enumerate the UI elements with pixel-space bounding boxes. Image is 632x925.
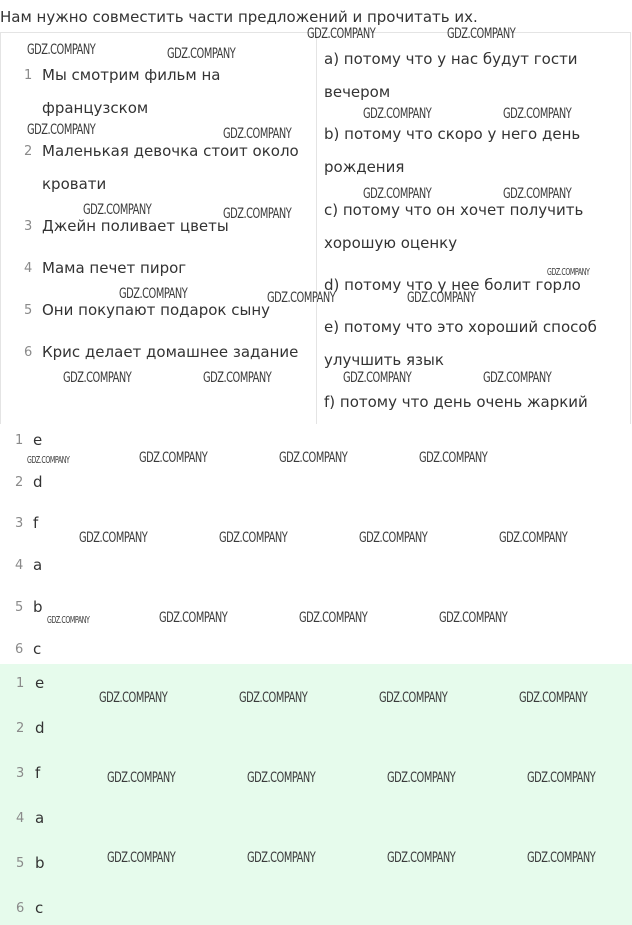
watermark: GDZ.COMPANY — [83, 202, 152, 218]
watermark: GDZ.COMPANY — [239, 690, 308, 706]
watermark: GDZ.COMPANY — [119, 286, 188, 302]
watermark: GDZ.COMPANY — [503, 106, 572, 122]
sentence-ending-cont: вечером — [324, 83, 391, 101]
sentence-number: 5 — [24, 303, 33, 318]
sentence-start: Джейн поливает цветы — [42, 217, 229, 235]
watermark: GDZ.COMPANY — [107, 770, 176, 786]
sentence-start-cont: французском — [42, 99, 149, 117]
answer-number: 5 — [16, 856, 25, 871]
sentence-number: 4 — [24, 261, 33, 276]
watermark: GDZ.COMPANY — [503, 186, 572, 202]
answer-number: 6 — [15, 642, 24, 657]
sentence-ending: d) потому что у нее болит горло — [324, 276, 581, 294]
sentence-ending: f) потому что день очень жаркий — [324, 393, 588, 411]
watermark: GDZ.COMPANY — [219, 530, 288, 546]
sentence-start: Мама печет пирог — [42, 259, 187, 277]
watermark: GDZ.COMPANY — [363, 186, 432, 202]
watermark: GDZ.COMPANY — [359, 530, 428, 546]
watermark: GDZ.COMPANY — [299, 610, 368, 626]
watermark: GDZ.COMPANY — [167, 46, 236, 62]
watermark: GDZ.COMPANY — [247, 850, 316, 866]
watermark: GDZ.COMPANY — [527, 850, 596, 866]
answer-letter: a — [33, 556, 43, 574]
watermark: GDZ.COMPANY — [27, 42, 96, 58]
answer-number: 2 — [16, 721, 25, 736]
sentence-ending: b) потому что скоро у него день — [324, 125, 581, 143]
sentence-number: 1 — [24, 68, 33, 83]
sentence-ending-cont: улучшить язык — [324, 351, 444, 369]
watermark: GDZ.COMPANY — [203, 370, 272, 386]
watermark: GDZ.COMPANY — [483, 370, 552, 386]
sentence-start: Мы смотрим фильм на — [42, 66, 221, 84]
sentence-start-cont: кровати — [42, 175, 107, 193]
watermark: GDZ.COMPANY — [387, 850, 456, 866]
sentence-start: Крис делает домашнее задание — [42, 343, 299, 361]
column-divider — [316, 33, 317, 424]
sentence-number: 6 — [24, 345, 33, 360]
sentence-ending: c) потому что он хочет получить — [324, 201, 584, 219]
answer-number: 3 — [16, 766, 25, 781]
watermark: GDZ.COMPANY — [499, 530, 568, 546]
answer-number: 1 — [16, 676, 25, 691]
answer-number: 5 — [15, 600, 24, 615]
sentence-ending-cont: рождения — [324, 158, 405, 176]
watermark: GDZ.COMPANY — [407, 290, 476, 306]
watermark: GDZ.COMPANY — [267, 290, 336, 306]
watermark: GDZ.COMPANY — [107, 850, 176, 866]
answer-number: 3 — [15, 516, 24, 531]
watermark: GDZ.COMPANY — [47, 615, 90, 626]
answer-letter: f — [33, 514, 39, 532]
watermark: GDZ.COMPANY — [159, 610, 228, 626]
sentence-ending: a) потому что у нас будут гости — [324, 50, 578, 68]
watermark: GDZ.COMPANY — [439, 610, 508, 626]
watermark: GDZ.COMPANY — [447, 26, 516, 42]
watermark: GDZ.COMPANY — [379, 690, 448, 706]
answer-letter: d — [33, 473, 43, 491]
sentence-number: 3 — [24, 219, 33, 234]
answer-number: 6 — [16, 901, 25, 916]
watermark: GDZ.COMPANY — [247, 770, 316, 786]
answer-letter: f — [35, 764, 41, 782]
answer-letter: d — [35, 719, 45, 737]
answer-letter: c — [33, 640, 42, 658]
watermark: GDZ.COMPANY — [519, 690, 588, 706]
watermark: GDZ.COMPANY — [547, 267, 590, 278]
answer-letter: b — [35, 854, 45, 872]
sentence-start: Маленькая девочка стоит около — [42, 142, 299, 160]
watermark: GDZ.COMPANY — [279, 450, 348, 466]
watermark: GDZ.COMPANY — [223, 206, 292, 222]
answer-letter: e — [33, 431, 43, 449]
watermark: GDZ.COMPANY — [343, 370, 412, 386]
watermark: GDZ.COMPANY — [363, 106, 432, 122]
answer-letter: b — [33, 598, 43, 616]
watermark: GDZ.COMPANY — [307, 26, 376, 42]
sentence-ending-cont: хорошую оценку — [324, 234, 458, 252]
sentence-ending: e) потому что это хороший способ — [324, 318, 597, 336]
answer-number: 4 — [15, 558, 24, 573]
answer-letter: e — [35, 674, 45, 692]
answer-letter: c — [35, 899, 44, 917]
watermark: GDZ.COMPANY — [27, 122, 96, 138]
answer-letter: a — [35, 809, 45, 827]
answer-number: 2 — [15, 475, 24, 490]
task-instruction: Нам нужно совместить части предложений и прочитать их. — [0, 8, 478, 26]
watermark: GDZ.COMPANY — [419, 450, 488, 466]
watermark: GDZ.COMPANY — [27, 455, 70, 466]
watermark: GDZ.COMPANY — [139, 450, 208, 466]
watermark: GDZ.COMPANY — [223, 126, 292, 142]
answer-number: 1 — [15, 433, 24, 448]
answer-number: 4 — [16, 811, 25, 826]
watermark: GDZ.COMPANY — [63, 370, 132, 386]
sentence-start: Они покупают подарок сыну — [42, 301, 271, 319]
watermark: GDZ.COMPANY — [387, 770, 456, 786]
sentence-number: 2 — [24, 144, 33, 159]
watermark: GDZ.COMPANY — [99, 690, 168, 706]
watermark: GDZ.COMPANY — [527, 770, 596, 786]
watermark: GDZ.COMPANY — [79, 530, 148, 546]
matching-table — [0, 32, 631, 424]
